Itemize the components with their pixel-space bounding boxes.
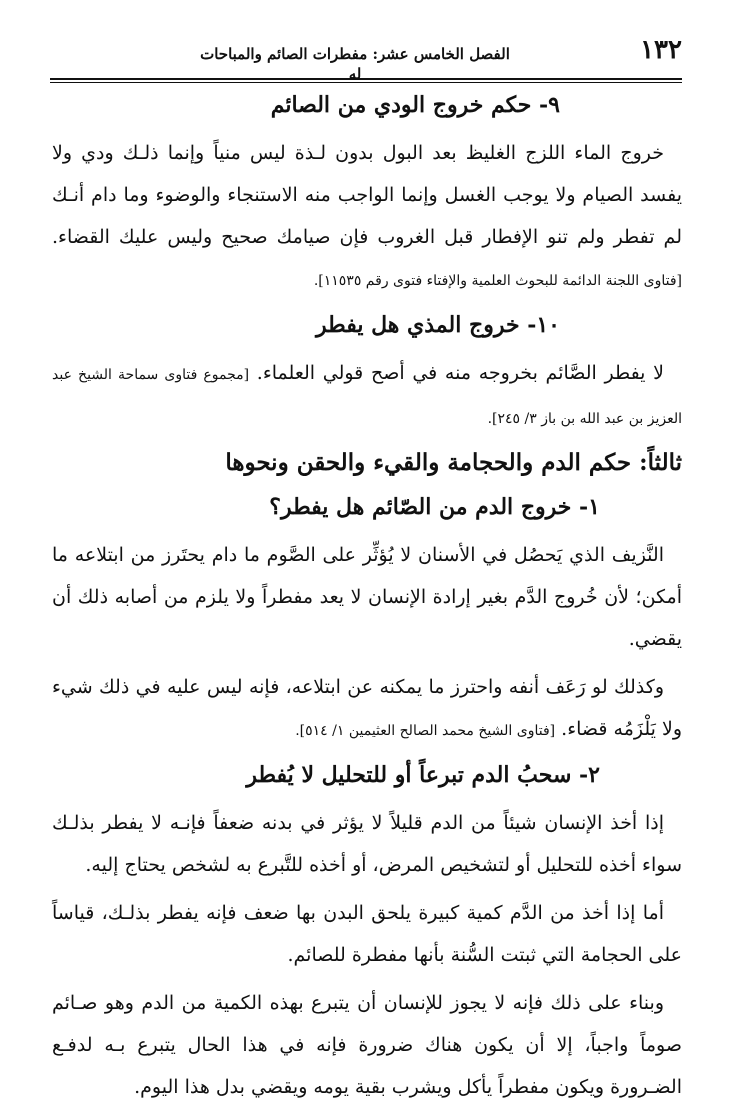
page-content — [52, 88, 682, 1114]
subsection-1-text-2: وكذلك لو رَعَف أنفه واحترز ما يمكنه عن ابتلاعه، فإنه ليس عليه في ذلك شيء ولا يَلْزَمُه قضاء. — [52, 676, 682, 740]
subsection-1-reference: [فتاوى الشيخ محمد الصالح العثيمين ١/ ٥١٤]. — [295, 723, 556, 739]
section-10-reference: [مجموع فتاوى سماحة الشيخ عبد العزيز بن عبد الله بن باز ٣/ ٢٤٥]. — [52, 367, 682, 427]
header-rule — [50, 78, 682, 83]
page-header — [50, 30, 682, 82]
section-10-text: لا يفطر الصَّائم بخروجه منه في أصح قولي العلماء. — [256, 362, 665, 384]
subsection-heading-1: ١- خروج الدم من الصّائم هل يفطر؟ — [269, 494, 600, 520]
section-heading-9: ٩- حكم خروج الودي من الصائم — [270, 92, 560, 118]
section-9-text: خروج الماء اللزج الغليظ بعد البول بدون لـذة ليس منياً وإنما ذلـك ودي ولا يفسد الصيام ولا يوجب الغسل وإنما الواجب منه الاستنجاء والوضوء وما دام أنـك لم تفطر ولم تنو الإفطار قبل الغروب فإن صيامك صحيح وليس عليك القضاء. — [52, 142, 682, 248]
section-9-paragraph — [52, 132, 682, 302]
subsection-1-paragraph-1: النَّزيف الذي يَحصُل في الأسنان لا يُؤثِّر على الصَّوم ما دام يحتَرز من ابتلاعه ما أمكن؛ لأن خُروج الدَّم بغير إرادة الإنسان لا يعد مفطراً ولا يلزم من أصابه ذلك أن يقضي. — [52, 544, 682, 650]
subsection-2-paragraph-3: وبناء على ذلك فإنه لا يجوز للإنسان أن يتبرع بهذه الكمية من الدم وهو صـائم صوماً واجباً، إلا أن يكون هناك ضرورة فإنه في هذا الحال يتبرع بـه لدفـع الضـرورة ويكون مفطراً يأكل ويشرب بقية يومه ويقضي بدل هذا اليوم. — [52, 992, 682, 1098]
subsection-heading-2: ٢- سحبُ الدم تبرعاً أو للتحليل لا يُفطر — [246, 762, 600, 788]
section-10-paragraph — [52, 352, 682, 440]
page-number: ١٣٢ — [640, 35, 682, 65]
section-9-reference: [فتاوى اللجنة الدائمة للبحوث العلمية والإفتاء فتوى رقم ١١٥٣٥]. — [313, 273, 682, 289]
subsection-2-paragraph-2: أما إذا أخذ من الدَّم كمية كبيرة يلحق البدن بها ضعف فإنه يفطر بذلـك، قياساً على الحجامة التي ثبتت السُّنة بأنها مفطرة للصائم. — [52, 902, 682, 966]
subsection-2-paragraph-1: إذا أخذ الإنسان شيئاً من الدم قليلاً لا يؤثر في بدنه ضعفاً فإنـه لا يفطر بذلـك سواء أخذه للتحليل أو لتشخيص المرض، أو أخذه للتَّبرع به لشخص يحتاج إليه. — [52, 812, 682, 876]
running-title: الفصل الخامس عشر: مفطرات الصائم والمباحات له — [200, 45, 510, 83]
subsection-1-paragraph-2 — [52, 666, 682, 752]
chapter-heading: ثالثاً: حكم الدم والحجامة والقيء والحقن ونحوها — [225, 449, 682, 476]
section-heading-10: ١٠- خروج المذي هل يفطر — [316, 312, 560, 338]
